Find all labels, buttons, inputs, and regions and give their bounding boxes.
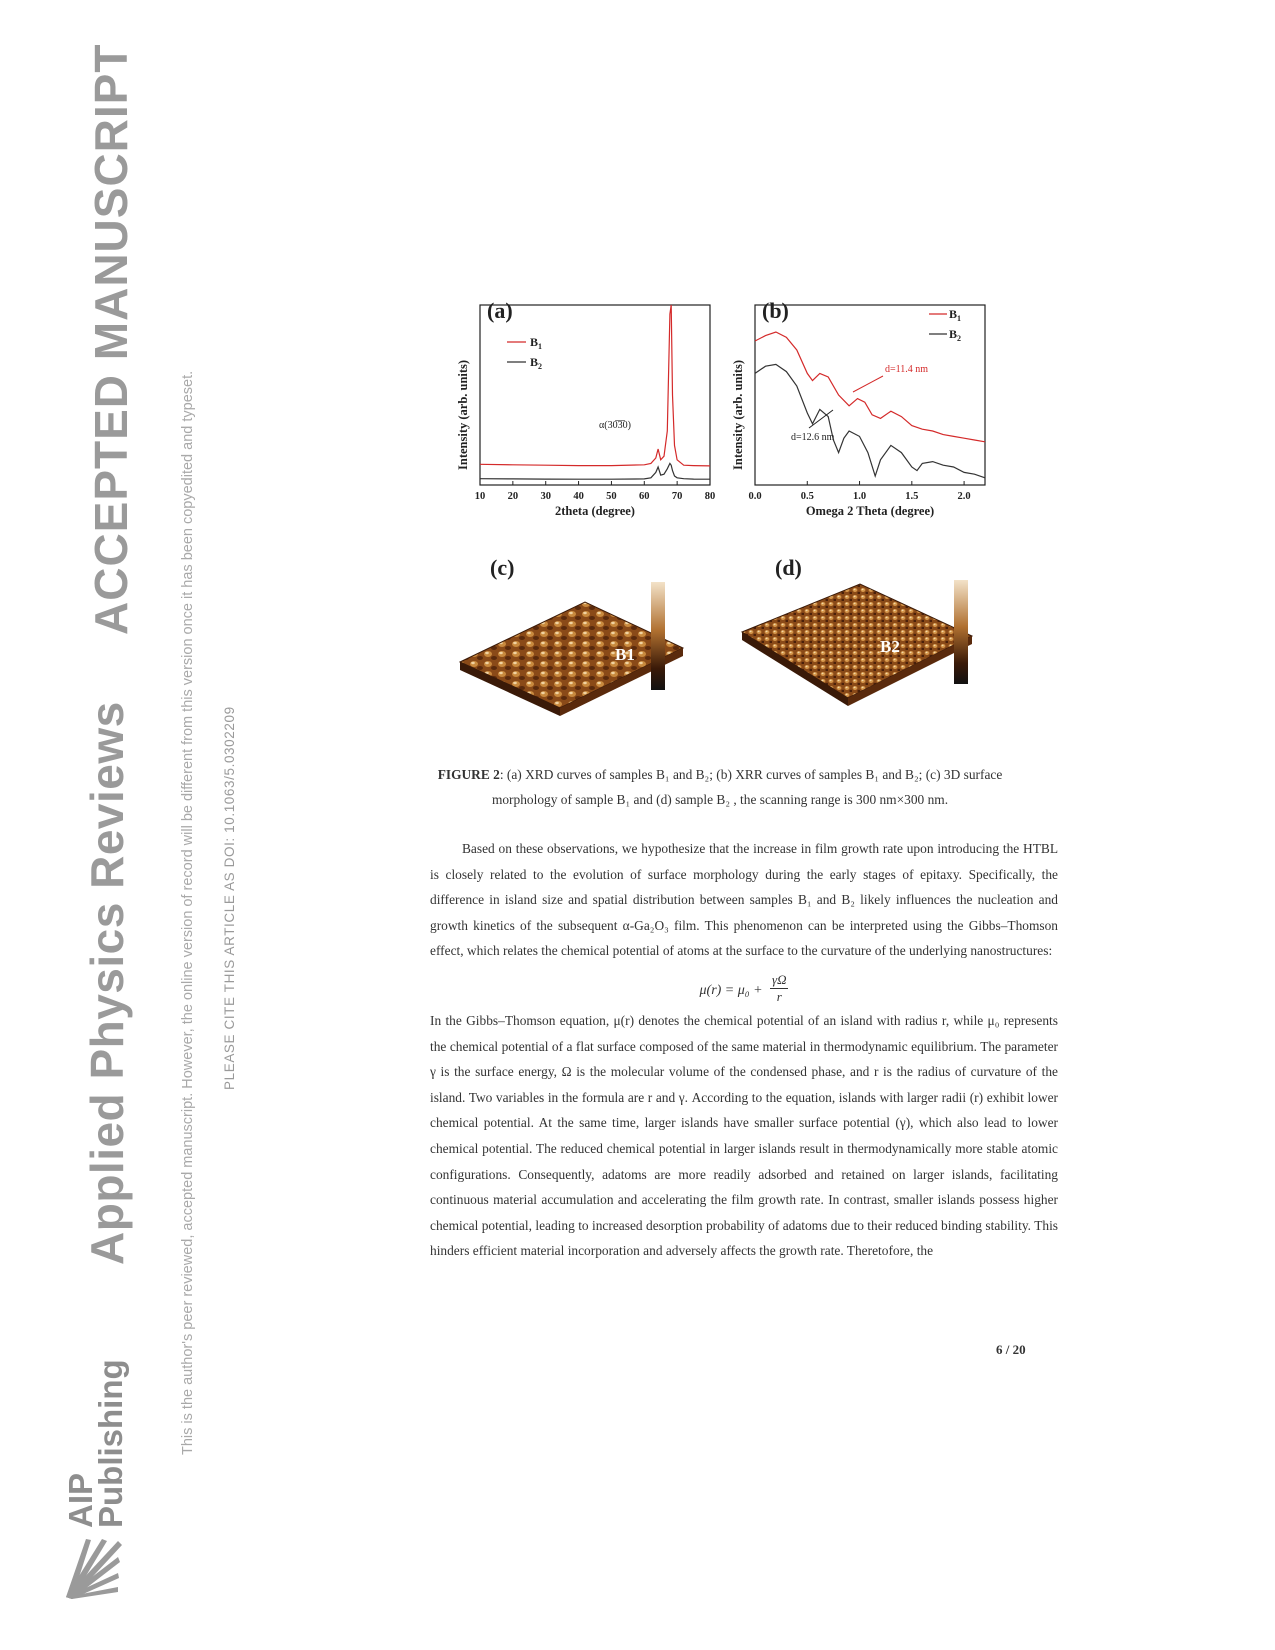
- publisher-name: [62, 1359, 129, 1528]
- x-tick-label: 1.5: [905, 491, 919, 502]
- xrr-arrow-b1: [853, 376, 883, 392]
- cite-doi-text: PLEASE CITE THIS ARTICLE AS DOI: 10.1063/5.0302209: [222, 706, 237, 1090]
- x-tick-label: 40: [573, 491, 584, 502]
- legend-b1-label: $B_1$: [949, 307, 962, 323]
- x-tick-label: 0.0: [748, 491, 762, 502]
- panel-d: [740, 555, 1000, 750]
- afm-sample-label: B1: [615, 645, 635, 664]
- accepted-manuscript-banner: ACCEPTED MANUSCRIPT: [85, 43, 137, 635]
- paragraph-2: In the Gibbs–Thomson equation, μ(r) denotes the chemical potential of an island with radius r, while μ₀ represents the chemical potential of a flat surface composed of the same material in thermodynamic equilibrium. The parameter γ is the surface energy, Ω is the molecular volume of the condensed phase, and r is the radius of curvature of the island. Two variables in the formula are r and γ. According to the equation, islands with larger radii (r) exhibit lower chemical potential. At the same time, larger islands have smaller surface potential (γ), which also lead to lower chemical potential. The reduced chemical potential in larger islands result in thermodynamically more stable atomic configurations. Consequently, adatoms are more readily adsorbed and retained on larger islands, facilitating continuous material accumulation and accelerating the film growth rate. In contrast, smaller islands possess higher chemical potential, leading to increased desorption probability of adatoms due to their reduced binding stability. This hinders efficient material incorporation and adversely affects the growth rate. Theretofore, the: [430, 1012, 1058, 1259]
- paragraph-1: Based on these observations, we hypothesize that the increase in film growth rate upon introducing the HTBL is closely related to the evolution of surface morphology during the early stages of epitaxy. Specifically, the difference in island size and spatial distribution between samples B₁ and B₂ likely influences the nucleation and growth kinetics of the subsequent α-Ga₂O₃ film. This phenomenon can be interpreted using the Gibbs–Thomson effect, which relates the chemical potential of atoms at the surface to the curvature of the underlying nanostructures:: [430, 841, 1058, 959]
- series-line-b1: [480, 305, 710, 466]
- series-line-b2: [755, 364, 985, 477]
- legend-b2-label: $B_2$: [949, 327, 962, 343]
- x-tick-label: 20: [507, 491, 519, 502]
- panel-b: [725, 300, 995, 535]
- x-tick-label: 2.0: [957, 491, 971, 502]
- x-tick-label: 70: [671, 491, 683, 502]
- panel-c-label: (c): [490, 555, 515, 580]
- x-tick-label: 0.5: [800, 491, 814, 502]
- afm-colorbar: [651, 582, 665, 690]
- xrr-ylabel: Intensity (arb. units): [731, 359, 745, 470]
- xrd-xlabel: 2theta (degree): [555, 504, 635, 518]
- page-sep: /: [1005, 1342, 1010, 1357]
- gibbs-thomson-equation: [430, 966, 1058, 1008]
- xrd-chart: [450, 300, 720, 535]
- x-tick-label: 80: [704, 491, 716, 502]
- legend-b1-label: $B_1$: [530, 335, 543, 351]
- x-tick-label: 60: [639, 491, 650, 502]
- afm-image-b1: [455, 580, 715, 750]
- legend-b2-label: $B_2$: [530, 355, 543, 371]
- afm-surface: [742, 584, 972, 698]
- xrd-plot-frame: [480, 305, 710, 485]
- page-total: 20: [1012, 1342, 1026, 1357]
- figure-caption-text: : (a) XRD curves of samples B₁ and B₂; (b) XRR curves of samples B₁ and B₂; (c) 3D surface morphology of sample B₁ and (d) sample B₂ , the scanning range is 300 nm×300 nm.: [491, 767, 1003, 807]
- xrr-thickness-b1: d=11.4 nm: [885, 364, 929, 375]
- page-number: [996, 1342, 1026, 1358]
- page-current: 6: [996, 1342, 1003, 1357]
- panel-c: [455, 555, 715, 750]
- aip-logo-icon: [60, 1535, 130, 1605]
- series-line-b1: [755, 332, 985, 442]
- x-tick-label: 50: [606, 491, 617, 502]
- disclaimer-text: This is the author's peer reviewed, accepted manuscript. However, the online version of record will be different from this version once it has been copyedited and typeset.: [180, 370, 196, 1455]
- figure-caption: [425, 762, 1015, 812]
- journal-name: Applied Physics Reviews: [81, 701, 133, 1265]
- panel-a-label: (a): [487, 298, 513, 323]
- publisher-line-2: Publishing: [92, 1359, 129, 1528]
- afm-sample-label: B2: [880, 637, 900, 656]
- panel-d-label: (d): [775, 555, 802, 580]
- xrr-arrow-b2: [809, 410, 833, 428]
- xrr-xlabel: Omega 2 Theta (degree): [805, 504, 935, 518]
- xrr-chart: [725, 300, 995, 535]
- afm-colorbar: [954, 580, 968, 684]
- xrd-ylabel: Intensity (arb. units): [456, 359, 470, 470]
- afm-image-b2: [740, 580, 1000, 750]
- x-tick-label: 30: [540, 491, 551, 502]
- xrr-thickness-b2: d=12.6 nm: [791, 432, 835, 443]
- panel-b-label: (b): [762, 298, 789, 323]
- panel-a: [450, 300, 720, 535]
- xrd-peak-annotation: α(30̅3̅0): [599, 420, 631, 431]
- equation-lhs: μ(r) = μ₀ +: [699, 982, 763, 998]
- publisher-line-1: AIP: [62, 1472, 99, 1528]
- equation-numerator: γΩ: [771, 971, 787, 987]
- x-tick-label: 1.0: [852, 491, 867, 502]
- afm-surface: [460, 602, 683, 708]
- figure-caption-label: FIGURE 2: [437, 767, 500, 782]
- x-tick-label: 10: [474, 491, 486, 502]
- equation-denominator: r: [776, 988, 782, 1004]
- body-text: [430, 836, 1058, 1264]
